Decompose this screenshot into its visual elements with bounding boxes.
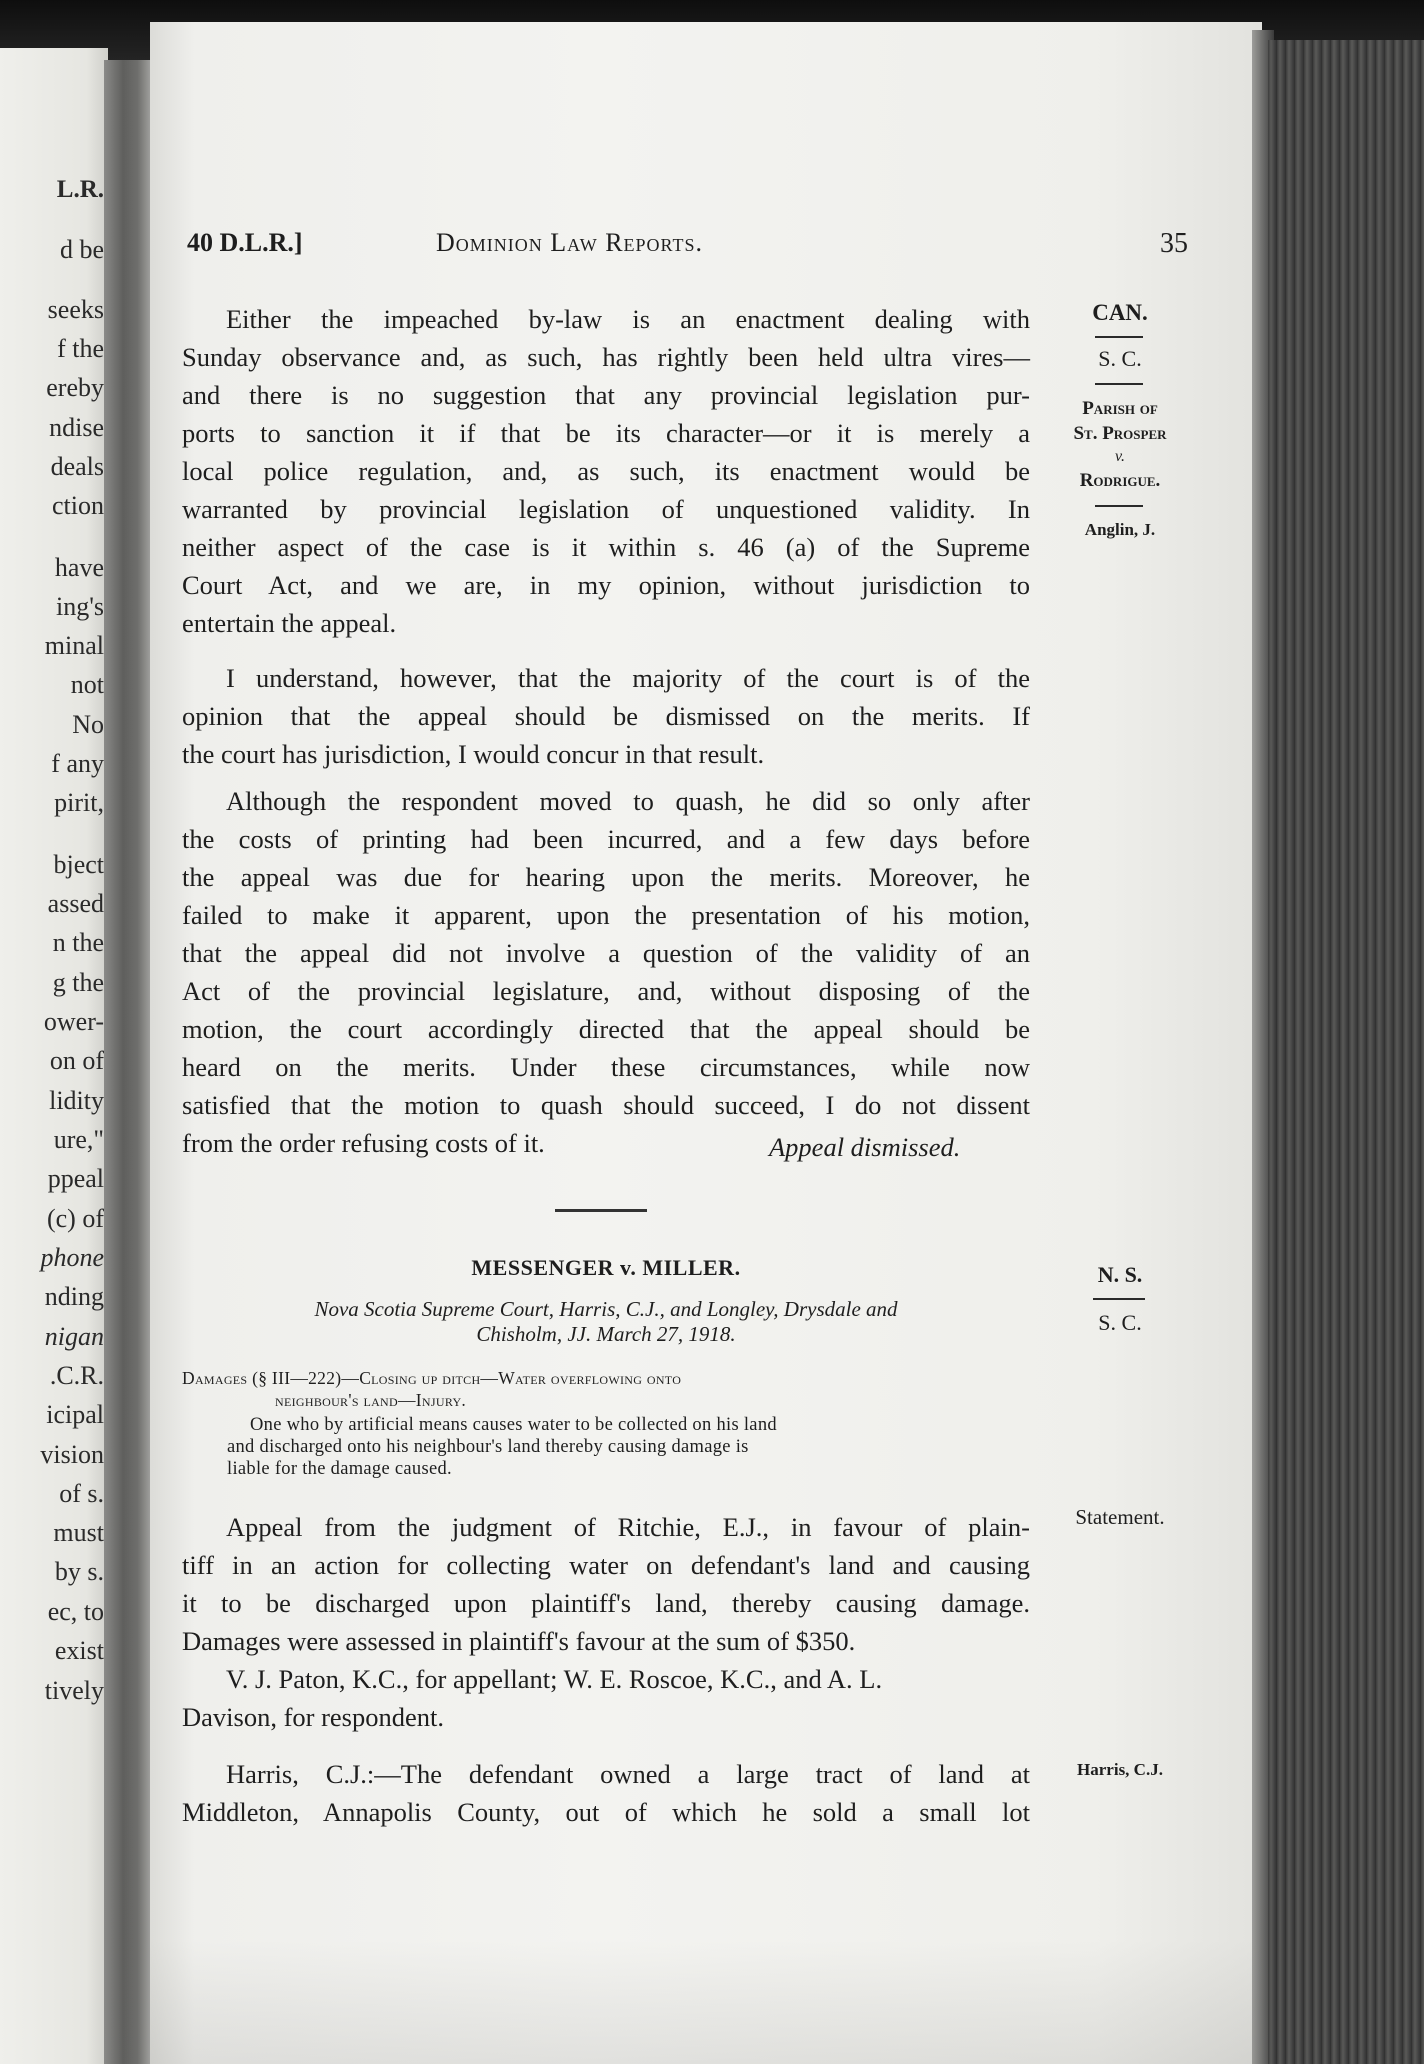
facing-page-line: on of xyxy=(49,1046,104,1075)
paragraph-3-line: failed to make it apparent, upon the presentation of his motion, xyxy=(182,900,1030,930)
facing-page-line: nigan xyxy=(44,1322,104,1351)
book-page-edges xyxy=(1268,40,1424,2064)
running-head-volume: 40 D.L.R.] xyxy=(187,228,303,257)
facing-page-line: g the xyxy=(52,968,104,997)
margin-case-v: v. xyxy=(1115,448,1125,465)
facing-page-line: f any xyxy=(51,749,104,778)
margin-rule xyxy=(1095,383,1143,385)
judgment-line: Harris, C.J.:—The defendant owned a large tract of land at xyxy=(226,1759,1030,1789)
facing-page-line: ec, to xyxy=(47,1597,104,1626)
headnote-heading: Damages (§ III—222)—Closing up ditch—Water overflowing onto xyxy=(182,1368,682,1388)
paragraph-3-line: the appeal was due for hearing upon the merits. Moreover, he xyxy=(182,862,1030,892)
judgment-line: Middleton, Annapolis County, out of which he sold a small lot xyxy=(182,1797,1030,1827)
statement-line: Damages were assessed in plaintiff's favour at the sum of $350. xyxy=(182,1626,856,1656)
paragraph-1-line: ports to sanction it if that be its character—or it is merely a xyxy=(182,418,1030,448)
facing-page-line: must xyxy=(53,1518,104,1547)
statement-line: it to be discharged upon plaintiff's land, thereby causing damage. xyxy=(182,1588,1030,1618)
facing-page-line: ppeal xyxy=(47,1164,104,1193)
margin-rule xyxy=(1093,1298,1145,1300)
page-number: 35 xyxy=(1160,228,1188,259)
facing-page-line: No xyxy=(72,710,104,739)
margin-statement: Statement. xyxy=(1075,1505,1165,1529)
facing-page-line: lidity xyxy=(49,1086,104,1115)
facing-page-line: L.R. xyxy=(56,176,104,203)
margin-court: S. C. xyxy=(1098,346,1142,371)
margin-judge-2: Harris, C.J. xyxy=(1077,1760,1163,1779)
facing-page-line: vision xyxy=(40,1440,104,1469)
facing-page-line: d be xyxy=(59,235,104,264)
facing-page-line: of s. xyxy=(59,1479,104,1508)
paragraph-1-line: Court Act, and we are, in my opinion, without jurisdiction to xyxy=(182,570,1030,600)
facing-page-line: ure," xyxy=(53,1125,104,1154)
facing-page-line: bject xyxy=(53,850,104,879)
counsel-line-1: V. J. Paton, K.C., for appellant; W. E. Roscoe, K.C., and A. L. xyxy=(226,1664,883,1694)
paragraph-3-line: motion, the court accordingly directed that the appeal should be xyxy=(182,1014,1030,1044)
paragraph-3-line: Act of the provincial legislature, and, without disposing of the xyxy=(182,976,1030,1006)
paragraph-1-line: warranted by provincial legislation of unquestioned validity. In xyxy=(182,494,1030,524)
page-bottom-shade xyxy=(150,1940,1262,2064)
paragraph-3-line: satisfied that the motion to quash should succeed, I do not dissent xyxy=(182,1090,1030,1120)
paragraph-1-line: Sunday observance and, as such, has rightly been held ultra vires— xyxy=(182,342,1030,372)
paragraph-2-line: the court has jurisdiction, I would concur in that result. xyxy=(182,739,765,769)
facing-page-line: not xyxy=(70,670,104,699)
margin-province: N. S. xyxy=(1097,1262,1143,1287)
statement-line: tiff in an action for collecting water on defendant's land and causing xyxy=(182,1550,1030,1580)
facing-page-line: icipal xyxy=(46,1400,104,1429)
headnote-line-3: liable for the damage caused. xyxy=(227,1459,452,1479)
facing-page-line: (c) of xyxy=(46,1204,104,1233)
facing-page-line: pirit, xyxy=(54,788,104,817)
paragraph-2-line: opinion that the appeal should be dismissed on the merits. If xyxy=(182,701,1030,731)
margin-court-2: S. C. xyxy=(1098,1310,1142,1335)
paragraph-2-line: I understand, however, that the majority of the court is of the xyxy=(226,663,1030,693)
facing-page-line: f the xyxy=(57,334,104,363)
facing-page-line: have xyxy=(54,553,104,582)
paragraph-3-line: the costs of printing had been incurred, and a few days before xyxy=(182,824,1030,854)
paragraph-1-line: neither aspect of the case is it within s. 46 (a) of the Supreme xyxy=(182,532,1030,562)
running-head-title: Dominion Law Reports. xyxy=(436,228,703,257)
paragraph-1-line: and there is no suggestion that any provincial legislation pur- xyxy=(182,380,1030,410)
margin-case-line1: Parish of xyxy=(1082,398,1158,419)
facing-page-line: ndise xyxy=(49,413,104,442)
paragraph-3-line: that the appeal did not involve a question of the validity of an xyxy=(182,938,1030,968)
paragraph-3-line: Although the respondent moved to quash, he did so only after xyxy=(226,786,1030,816)
margin-rule xyxy=(1095,505,1143,507)
facing-page-line: n the xyxy=(52,928,104,957)
paragraph-1-line: Either the impeached by-law is an enactment dealing with xyxy=(226,304,1030,334)
headnote-heading-cont: neighbour's land—Injury. xyxy=(275,1390,467,1410)
facing-page-line: minal xyxy=(44,631,104,660)
facing-page-line: assed xyxy=(47,889,104,918)
facing-page-line: ower- xyxy=(43,1007,104,1036)
margin-rule xyxy=(1095,336,1143,338)
paragraph-1-line: entertain the appeal. xyxy=(182,608,397,638)
case-result: Appeal dismissed. xyxy=(769,1132,961,1162)
paragraph-3-line: heard on the merits. Under these circumstances, while now xyxy=(182,1052,1030,1082)
headnote-line-1: One who by artificial means causes water to be collected on his land xyxy=(250,1415,777,1435)
facing-page-line: seeks xyxy=(47,295,104,324)
counsel-line-2: Davison, for respondent. xyxy=(182,1702,444,1732)
book-gutter xyxy=(104,60,152,2064)
facing-page-line: ing's xyxy=(55,592,104,621)
headnote-line-2: and discharged onto his neighbour's land thereby causing damage is xyxy=(227,1437,749,1457)
case-title: MESSENGER v. MILLER. xyxy=(471,1255,741,1280)
paragraph-3-line: from the order refusing costs of it. xyxy=(182,1128,545,1158)
facing-page-line: nding xyxy=(44,1282,104,1311)
facing-page-line: phone xyxy=(40,1243,104,1272)
paragraph-1-line: local police regulation, and, as such, its enactment would be xyxy=(182,456,1030,486)
facing-page-line: .C.R. xyxy=(49,1361,104,1390)
margin-country: CAN. xyxy=(1092,300,1148,325)
court-line-1: Nova Scotia Supreme Court, Harris, C.J., and Longley, Drysdale and xyxy=(314,1297,898,1321)
facing-page xyxy=(0,48,108,2064)
court-line-2: Chisholm, JJ. March 27, 1918. xyxy=(476,1322,736,1346)
section-divider xyxy=(555,1209,647,1212)
facing-page-line: ereby xyxy=(46,373,104,402)
facing-page-line: ction xyxy=(52,491,104,520)
facing-page-line: deals xyxy=(50,452,104,481)
statement-line: Appeal from the judgment of Ritchie, E.J., in favour of plain- xyxy=(226,1512,1030,1542)
facing-page-line: exist xyxy=(54,1636,104,1665)
margin-judge: Anglin, J. xyxy=(1084,520,1156,539)
margin-case-line3: Rodrigue. xyxy=(1079,470,1161,491)
facing-page-line: by s. xyxy=(54,1557,104,1586)
margin-case-line2: St. Prosper xyxy=(1073,423,1167,444)
facing-page-line: tively xyxy=(44,1676,104,1705)
